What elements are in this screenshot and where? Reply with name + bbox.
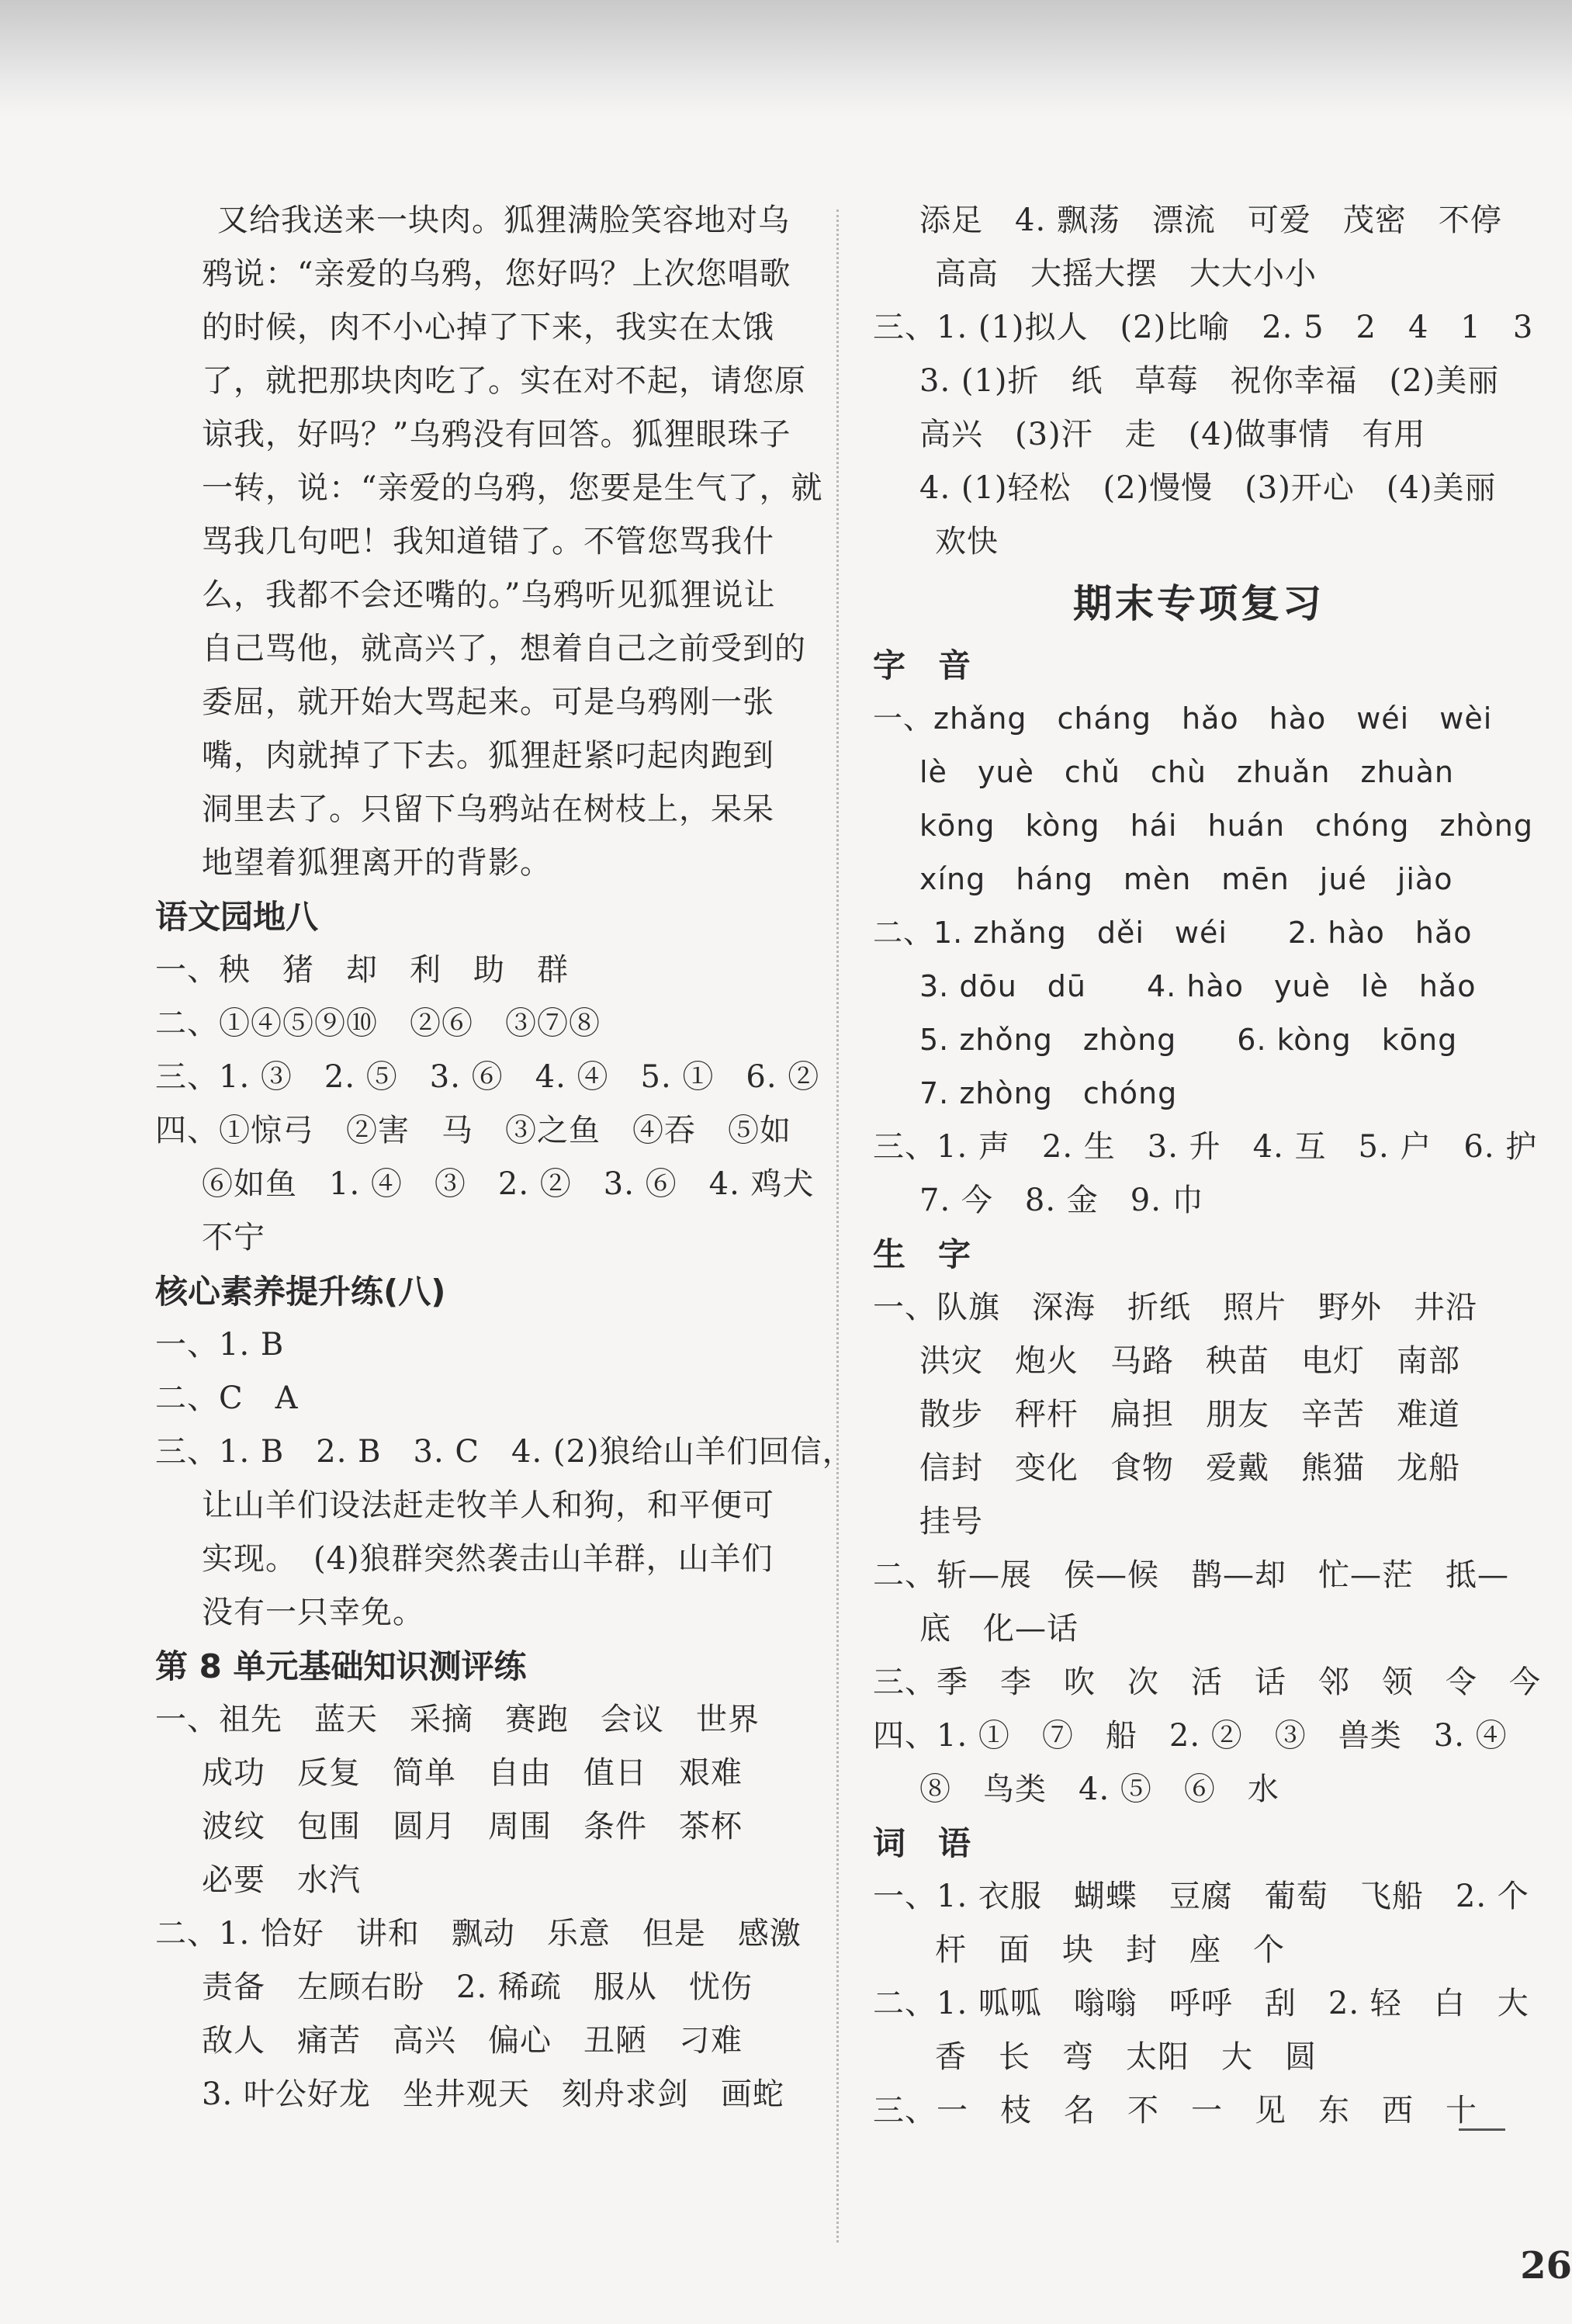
answer-line: kōng kòng hái huán chóng zhòng [919, 809, 1533, 843]
answer-line: 的时候，肉不小心掉了下来，我实在太饿 [202, 310, 774, 345]
answer-line: 一、队旗 深海 折纸 照片 野外 井沿 [873, 1290, 1477, 1325]
answer-line: 二、1. zhǎng děi wéi 2. hào hǎo [873, 916, 1473, 950]
answer-line: xíng háng mèn mēn jué jiào [919, 862, 1453, 896]
answer-line: 地望着狐狸离开的背影。 [202, 845, 552, 881]
answer-line: 添足 4. 飘荡 漂流 可爱 茂密 不停 [919, 203, 1502, 238]
answer-line: 一、1. B [155, 1327, 285, 1363]
answer-line: 挂号 [919, 1504, 983, 1540]
answer-line: 责备 左顾右盼 2. 稀疏 服从 忧伤 [202, 1969, 753, 2005]
answer-line: 波纹 包围 圆月 周围 条件 茶杯 [202, 1809, 743, 1844]
answer-line: 骂我几句吧！我知道错了。不管您骂我什 [202, 524, 774, 559]
answer-line: 鸦说：“亲爱的乌鸦，您好吗？上次您唱歌 [202, 256, 791, 292]
answer-line: 嘴，肉就掉了下去。狐狸赶紧叼起肉跑到 [202, 738, 774, 774]
answer-line: 三、1. B 2. B 3. C 4. (2)狼给山羊们回信， [155, 1434, 854, 1470]
answer-line: 底 化—话 [919, 1611, 1079, 1647]
section-heading: 核心素养提升练(八) [155, 1273, 446, 1311]
answer-line: 三、1. ③ 2. ⑤ 3. ⑥ 4. ④ 5. ① 6. ② [155, 1059, 820, 1095]
answer-line: 一转，说：“亲爱的乌鸦，您要是生气了，就 [202, 470, 823, 506]
answer-line: 让山羊们设法赶走牧羊人和狗，和平便可 [202, 1488, 774, 1523]
answer-line: 四、1. ① ⑦ 船 2. ② ③ 兽类 3. ④ [873, 1718, 1508, 1754]
answer-line: 二、①④⑤⑨⑩ ②⑥ ③⑦⑧ [155, 1006, 601, 1041]
answer-line: 么，我都不会还嘴的。”乌鸦听见狐狸说让 [202, 577, 776, 613]
answer-line: 二、1. 呱呱 嗡嗡 呼呼 刮 2. 轻 白 大 [873, 1986, 1529, 2021]
answer-line: lè yuè chǔ chù zhuǎn zhuàn [919, 755, 1454, 789]
answer-line: 没有一只幸免。 [202, 1595, 424, 1630]
column-divider [836, 210, 839, 2243]
answer-line: 二、1. 恰好 讲和 飘动 乐意 但是 感激 [155, 1916, 802, 1952]
answer-line: 敌人 痛苦 高兴 偏心 丑陋 刁难 [202, 2023, 743, 2059]
section-heading: 第 8 单元基础知识测评练 [155, 1647, 527, 1685]
answer-line: 洞里去了。只留下乌鸦站在树枝上，呆呆 [202, 791, 774, 827]
answer-line: 二、C A [155, 1380, 299, 1416]
answer-line: ⑥如鱼 1. ④ ③ 2. ② 3. ⑥ 4. 鸡犬 [202, 1166, 815, 1202]
section-heading: 语文园地八 [155, 898, 319, 936]
answer-line: 三、季 李 吹 次 活 话 邻 领 令 今 [873, 1664, 1541, 1700]
answer-line: 委屈，就开始大骂起来。可是乌鸦刚一张 [202, 684, 774, 720]
answer-line: 又给我送来一块肉。狐狸满脸笑容地对乌 [217, 203, 790, 238]
answer-line: 成功 反复 简单 自由 值日 艰难 [202, 1755, 743, 1791]
answer-line: 二、斩—展 侯—候 鹊—却 忙—茫 抵— [873, 1557, 1509, 1593]
answer-line: 欢快 [935, 524, 999, 559]
section-heading: 词 语 [873, 1824, 971, 1862]
answer-line: 3. dōu dū 4. hào yuè lè hǎo [919, 969, 1477, 1003]
answer-line: 实现。 (4)狼群突然袭击山羊群，山羊们 [202, 1541, 774, 1577]
answer-line: 自己骂他，就高兴了，想着自己之前受到的 [202, 631, 806, 667]
answer-line: 三、一 枝 名 不 一 见 东 西 十 [873, 2093, 1477, 2128]
answer-line: 7. 今 8. 金 9. 巾 [919, 1183, 1204, 1218]
answer-line: 三、1. (1)拟人 (2)比喻 2. 5 2 4 1 3 [873, 310, 1534, 345]
answer-line: 洪灾 炮火 马路 秧苗 电灯 南部 [919, 1343, 1460, 1379]
answer-line: 不宁 [202, 1220, 265, 1256]
answer-line: 高高 大摇大摆 大大小小 [935, 256, 1317, 292]
page-number-rule [1459, 2128, 1505, 2131]
answer-line: 了，就把那块肉吃了。实在对不起，请您原 [202, 363, 806, 399]
answer-line: 3. 叶公好龙 坐井观天 刻舟求剑 画蛇 [202, 2076, 784, 2112]
answer-line: 4. (1)轻松 (2)慢慢 (3)开心 (4)美丽 [919, 470, 1497, 506]
answer-line: 一、1. 衣服 蝴蝶 豆腐 葡萄 飞船 2. 个 [873, 1879, 1529, 1914]
page-number: 26 [1520, 2244, 1572, 2288]
answer-line: 杆 面 块 封 座 个 [935, 1932, 1285, 1968]
answer-line: 高兴 (3)汗 走 (4)做事情 有用 [919, 417, 1426, 452]
answer-line: 一、祖先 蓝天 采摘 赛跑 会议 世界 [155, 1702, 760, 1737]
answer-line: 谅我，好吗？”乌鸦没有回答。狐狸眼珠子 [202, 417, 791, 452]
answer-line: 7. zhòng chóng [919, 1076, 1178, 1110]
scan-top-edge [0, 0, 1572, 116]
answer-line: 一、秧 猪 却 利 助 群 [155, 952, 569, 988]
left-column [155, 194, 854, 2121]
answer-line: 三、1. 声 2. 生 3. 升 4. 互 5. 户 6. 护 [873, 1129, 1538, 1165]
right-column [873, 194, 1541, 2138]
page-section-title: 期末专项复习 [1073, 581, 1324, 626]
section-heading: 字 音 [873, 646, 971, 684]
answer-line: 散步 秤杆 扁担 朋友 辛苦 难道 [919, 1397, 1460, 1432]
answer-line: 四、①惊弓 ②害 马 ③之鱼 ④吞 ⑤如 [155, 1113, 791, 1148]
answer-line: 必要 水汽 [202, 1862, 361, 1898]
answer-line: 一、zhǎng cháng hǎo hào wéi wèi [873, 701, 1493, 736]
answer-line: 5. zhǒng zhòng 6. kòng kōng [919, 1023, 1458, 1057]
answer-line: 信封 变化 食物 爱戴 熊猫 龙船 [919, 1450, 1460, 1486]
section-heading: 生 字 [873, 1235, 971, 1273]
answer-line: ⑧ 鸟类 4. ⑤ ⑥ 水 [919, 1772, 1279, 1807]
answer-line: 3. (1)折 纸 草莓 祝你幸福 (2)美丽 [919, 363, 1500, 399]
answer-line: 香 长 弯 太阳 大 圆 [935, 2039, 1317, 2075]
